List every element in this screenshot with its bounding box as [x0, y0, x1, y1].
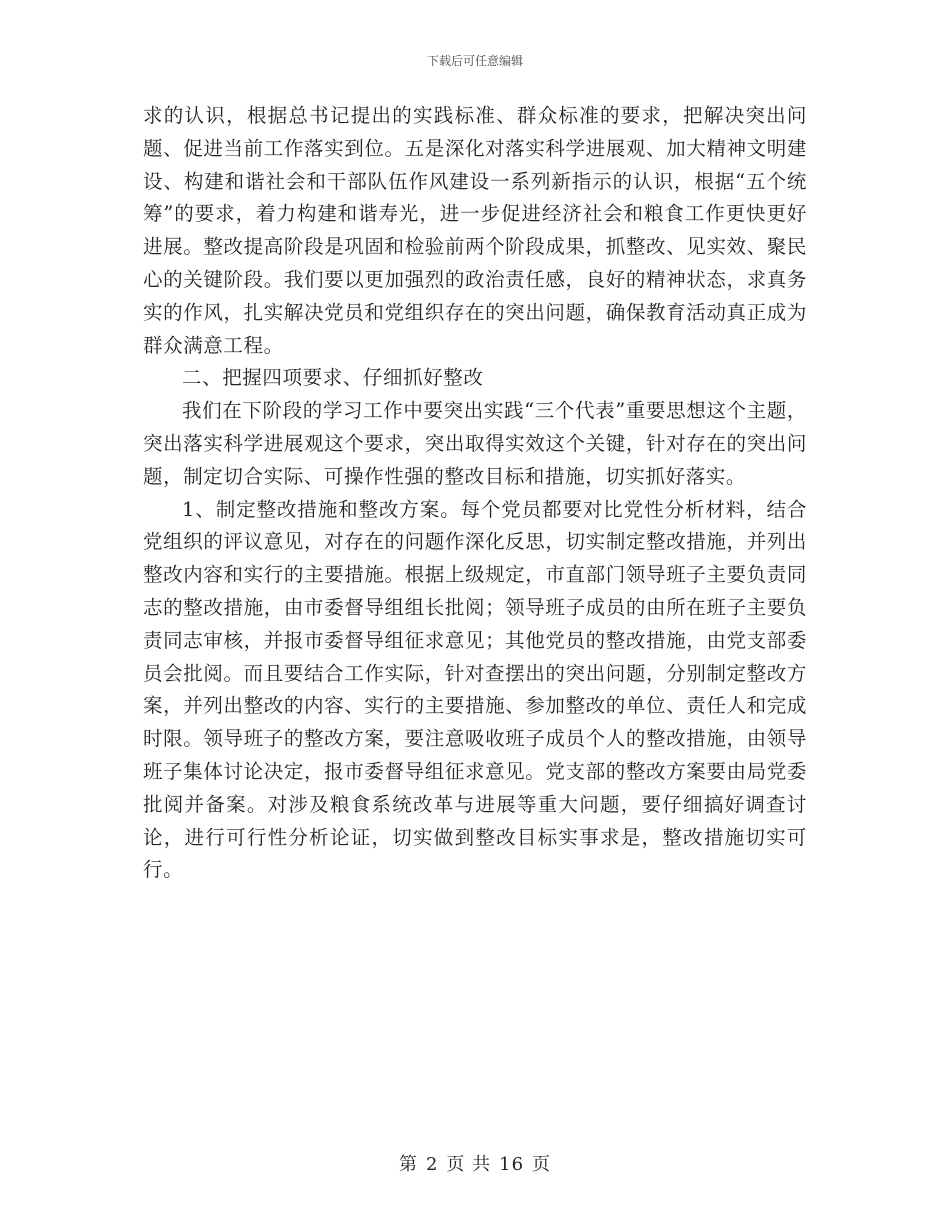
footer-suffix: 页 — [532, 1154, 552, 1175]
paragraph-item-1: 1、制定整改措施和整改方案。每个党员都要对比党性分析材料，结合党组织的评议意见，对存在的问题作深化反思，切实制定整改措施，并列出整改内容和实行的主要措施。根据上级规定，市直部门领导班子主要负责同志的整改措施，由市委督导组组长批阅；领导班子成员的由所在班子主要负责同志审核，并报市委督导组征求意见；其他党员的整改措施，由党支部委员会批阅。而且要结合工作实际，针对查摆出的突出问题，分别制定整改方案，并列出整改的内容、实行的主要措施、参加整改的单位、责任人和完成时限。领导班子的整改方案，要注意吸收班子成员个人的整改措施，由领导班子集体讨论决定，报市委督导组征求意见。党支部的整改方案要由局党委批阅并备案。对涉及粮食系统改革与进展等重大问题，要仔细搞好调查讨论，进行可行性分析论证，切实做到整改目标实事求是，整改措施切实可行。 — [143, 497, 807, 882]
footer-middle: 页 共 — [446, 1154, 492, 1175]
footer-prefix: 第 — [398, 1154, 418, 1175]
paragraph-intro: 我们在下阶段的学习工作中要突出实践“三个代表”重要思想这个主题，突出落实科学进展观这个要求，突出取得实效这个关键，针对存在的突出问题，制定切合实际、可操作性强的整改目标和措施，切实抓好落实。 — [143, 399, 807, 488]
section-heading: 二、把握四项要求、仔细抓好整改 — [182, 366, 484, 390]
page-header-note: 下载后可任意编辑 — [426, 54, 523, 68]
page-footer — [0, 1150, 950, 1176]
footer-total-pages: 16 — [499, 1154, 525, 1175]
footer-page-number: 2 — [425, 1154, 439, 1175]
document-body — [143, 100, 807, 887]
paragraph-continuation: 求的认识，根据总书记提出的实践标准、群众标准的要求，把解决突出问题、促进当前工作落实到位。五是深化对落实科学进展观、加大精神文明建设、构建和谐社会和干部队伍作风建设一系列新指示的认识，根据“五个统筹”的要求，着力构建和谐寿光，进一步促进经济社会和粮食工作更快更好进展。整改提高阶段是巩固和检验前两个阶段成果，抓整改、见实效、聚民心的关键阶段。我们要以更加强烈的政治责任感，良好的精神状态，求真务实的作风，扎实解决党员和党组织存在的突出问题，确保教育活动真正成为群众满意工程。 — [143, 104, 807, 357]
